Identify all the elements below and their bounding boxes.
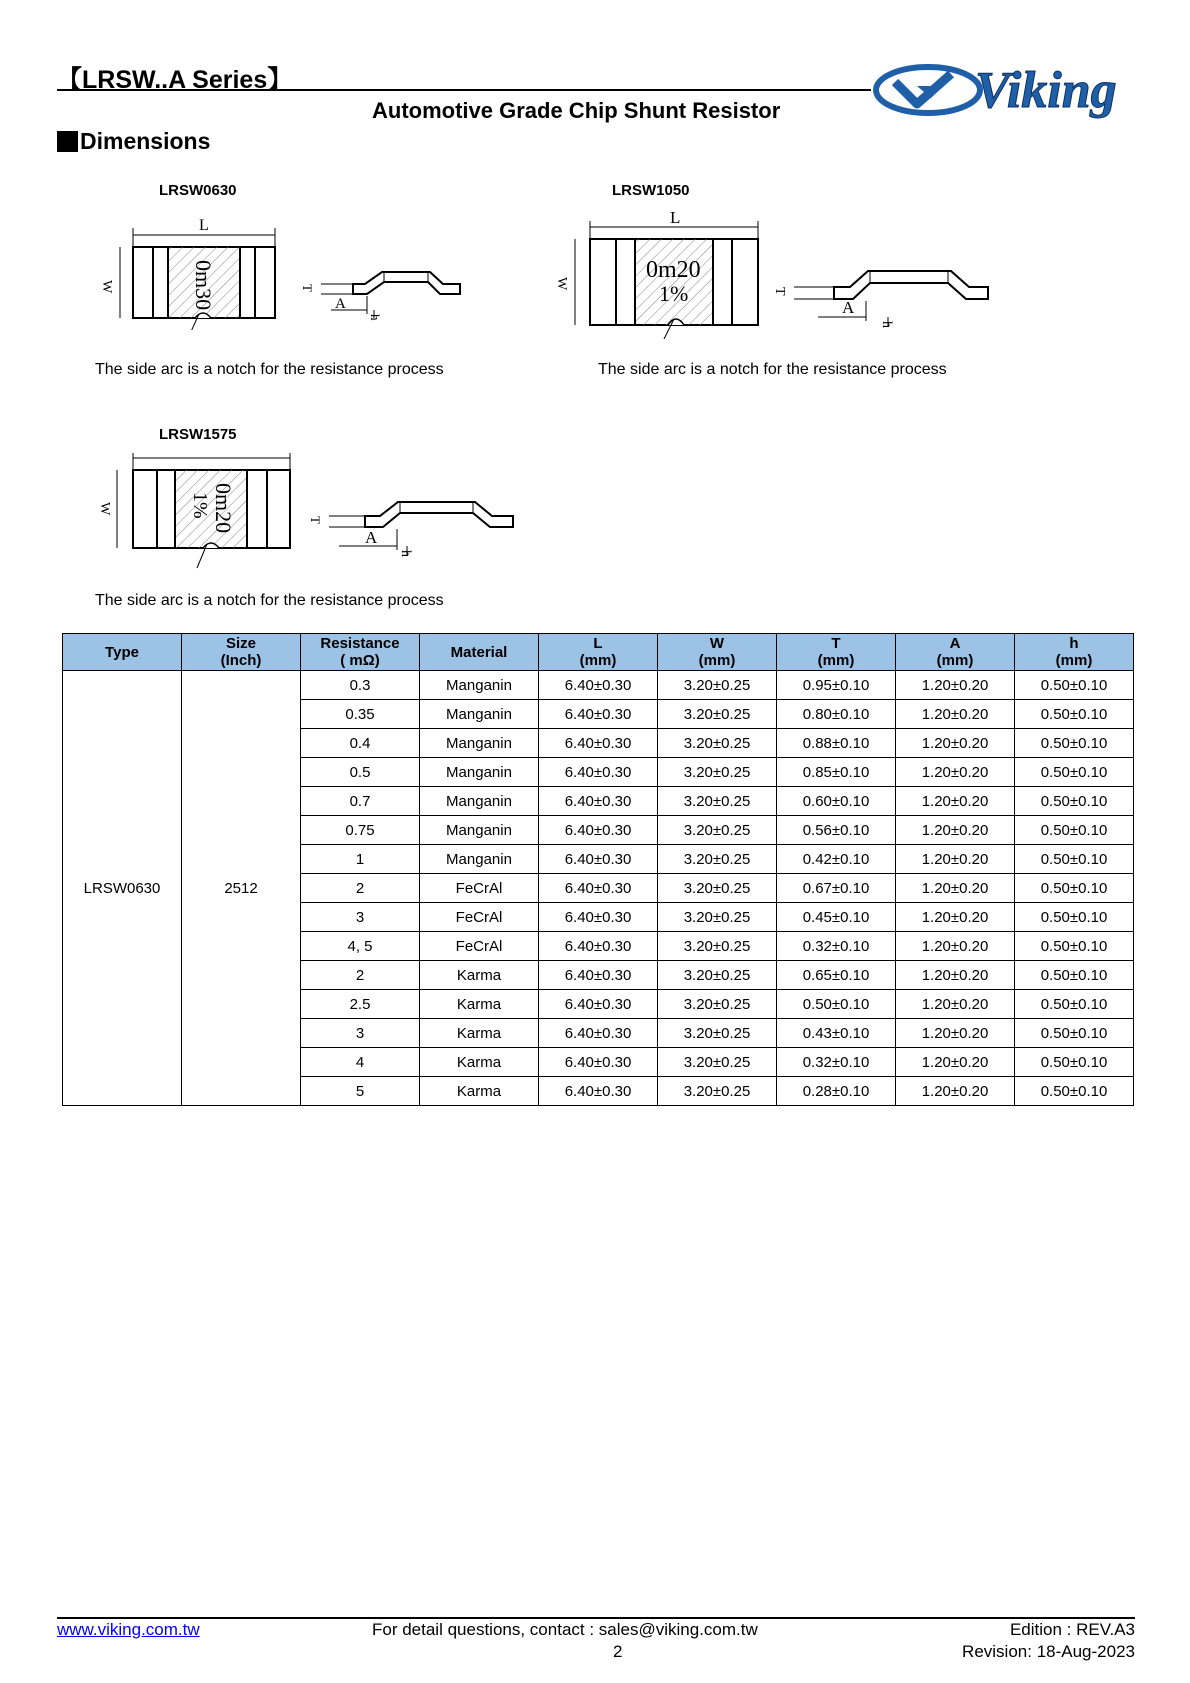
bullet-square-icon (57, 131, 78, 152)
svg-text:W: W (99, 280, 114, 294)
table-cell: 1.20±0.20 (896, 990, 1015, 1019)
table-cell: Manganin (420, 787, 539, 816)
svg-text:h: h (398, 550, 413, 557)
header-material: Material (420, 634, 539, 671)
table-cell: 1.20±0.20 (896, 816, 1015, 845)
table-cell: 0.80±0.10 (777, 700, 896, 729)
table-cell: 6.40±0.30 (539, 961, 658, 990)
svg-text:A: A (335, 296, 346, 312)
size-cell: 2512 (182, 671, 301, 1106)
svg-text:h: h (879, 321, 894, 328)
table-cell: 2.5 (301, 990, 420, 1019)
table-cell: 3.20±0.25 (658, 671, 777, 700)
table-cell: Karma (420, 1019, 539, 1048)
table-cell: 0.42±0.10 (777, 845, 896, 874)
table-cell: 1.20±0.20 (896, 845, 1015, 874)
svg-text:T: T (308, 516, 323, 524)
viking-logo-wordmark: Viking (975, 62, 1117, 119)
table-cell: 6.40±0.30 (539, 787, 658, 816)
svg-text:1%: 1% (189, 492, 211, 519)
header-a: A (mm) (896, 634, 1015, 671)
table-cell: 0.56±0.10 (777, 816, 896, 845)
table-cell: 1.20±0.20 (896, 787, 1015, 816)
table-cell: 3.20±0.25 (658, 787, 777, 816)
table-cell: 3.20±0.25 (658, 700, 777, 729)
table-cell: 0.43±0.10 (777, 1019, 896, 1048)
table-cell: 0.7 (301, 787, 420, 816)
table-cell: 1.20±0.20 (896, 874, 1015, 903)
table-cell: 0.50±0.10 (1015, 729, 1134, 758)
table-cell: Manganin (420, 700, 539, 729)
table-cell: 6.40±0.30 (539, 816, 658, 845)
table-cell: 1.20±0.20 (896, 1019, 1015, 1048)
table-cell: 6.40±0.30 (539, 700, 658, 729)
table-cell: FeCrAl (420, 874, 539, 903)
table-cell: 6.40±0.30 (539, 1019, 658, 1048)
table-cell: 0.32±0.10 (777, 932, 896, 961)
header-type: Type (63, 634, 182, 671)
table-cell: Manganin (420, 845, 539, 874)
table-cell: 3.20±0.25 (658, 874, 777, 903)
table-cell: 0.50±0.10 (1015, 961, 1134, 990)
table-cell: 0.50±0.10 (1015, 1077, 1134, 1106)
table-cell: 6.40±0.30 (539, 845, 658, 874)
table-cell: 0.50±0.10 (1015, 1048, 1134, 1077)
drawing-lrsw1575 (95, 448, 545, 573)
page-number: 2 (613, 1642, 623, 1661)
table-cell: 3 (301, 903, 420, 932)
table-cell: Karma (420, 961, 539, 990)
table-cell: 0.50±0.10 (1015, 671, 1134, 700)
table-cell: 0.67±0.10 (777, 874, 896, 903)
table-cell: 0.50±0.10 (1015, 903, 1134, 932)
table-cell: 0.32±0.10 (777, 1048, 896, 1077)
drawing-lrsw0630 (95, 210, 505, 330)
header-w: W (mm) (658, 634, 777, 671)
dimensions-table (62, 633, 1134, 1106)
svg-text:L: L (670, 208, 681, 227)
header-resistance: Resistance ( mΩ) (301, 634, 420, 671)
table-cell: 1.20±0.20 (896, 758, 1015, 787)
section-title-text: Dimensions (80, 128, 211, 154)
table-cell: Manganin (420, 671, 539, 700)
table-cell: 1.20±0.20 (896, 671, 1015, 700)
table-cell: 0.75 (301, 816, 420, 845)
table-cell: FeCrAl (420, 932, 539, 961)
table-cell: 6.40±0.30 (539, 874, 658, 903)
table-cell: 1 (301, 845, 420, 874)
table-cell: 1.20±0.20 (896, 932, 1015, 961)
table-cell: 3 (301, 1019, 420, 1048)
package-label-lrsw1575: LRSW1575 (159, 426, 237, 443)
table-body (63, 671, 1134, 1106)
table-cell: 3.20±0.25 (658, 903, 777, 932)
table-cell: 1.20±0.20 (896, 903, 1015, 932)
footer-rule (57, 1617, 1135, 1619)
svg-text:T: T (772, 287, 787, 296)
table-cell: 0.50±0.10 (1015, 758, 1134, 787)
svg-text:h: h (368, 314, 383, 321)
table-cell: 4, 5 (301, 932, 420, 961)
svg-text:0m20: 0m20 (646, 257, 701, 283)
table-cell: 0.45±0.10 (777, 903, 896, 932)
document-subtitle: Automotive Grade Chip Shunt Resistor (372, 98, 781, 123)
table-cell: Karma (420, 1048, 539, 1077)
table-cell: 0.5 (301, 758, 420, 787)
svg-text:L: L (199, 217, 209, 234)
table-cell: 3.20±0.25 (658, 932, 777, 961)
table-cell: 1.20±0.20 (896, 700, 1015, 729)
table-cell: 6.40±0.30 (539, 758, 658, 787)
table-cell: 1.20±0.20 (896, 961, 1015, 990)
svg-text:W: W (554, 277, 569, 291)
svg-text:T: T (300, 284, 315, 292)
table-cell: 0.50±0.10 (1015, 700, 1134, 729)
header-t: T (mm) (777, 634, 896, 671)
table-cell: 3.20±0.25 (658, 816, 777, 845)
viking-logo-emblem-icon (876, 67, 980, 113)
table-cell: 0.50±0.10 (1015, 874, 1134, 903)
table-cell: 0.35 (301, 700, 420, 729)
table-cell: Manganin (420, 729, 539, 758)
package-caption-lrsw0630: The side arc is a notch for the resistance process (95, 361, 444, 378)
table-cell: 3.20±0.25 (658, 1048, 777, 1077)
table-cell: 0.65±0.10 (777, 961, 896, 990)
section-title (57, 128, 210, 155)
svg-text:0m20: 0m20 (211, 483, 236, 534)
table-cell: 0.50±0.10 (1015, 787, 1134, 816)
table-cell: 3.20±0.25 (658, 729, 777, 758)
series-title: 【LRSW..A Series】 (57, 66, 293, 94)
table-cell: 0.4 (301, 729, 420, 758)
table-cell: FeCrAl (420, 903, 539, 932)
table-cell: 0.50±0.10 (1015, 1019, 1134, 1048)
website-link[interactable]: www.viking.com.tw (57, 1620, 200, 1639)
table-cell: 0.95±0.10 (777, 671, 896, 700)
table-cell: 3.20±0.25 (658, 758, 777, 787)
table-cell: 0.50±0.10 (1015, 932, 1134, 961)
edition-text: Edition : REV.A3 (1009, 1620, 1135, 1639)
svg-text:A: A (365, 528, 378, 547)
table-cell: 0.3 (301, 671, 420, 700)
table-cell: 0.28±0.10 (777, 1077, 896, 1106)
table-cell: 0.85±0.10 (777, 758, 896, 787)
svg-text:1%: 1% (659, 281, 689, 306)
svg-text:W: W (97, 502, 112, 516)
package-label-lrsw0630: LRSW0630 (159, 182, 237, 199)
header-size: Size (Inch) (182, 634, 301, 671)
table-header-row (63, 634, 1134, 671)
header-rule (57, 89, 871, 91)
table-cell: 1.20±0.20 (896, 1048, 1015, 1077)
table-cell: 4 (301, 1048, 420, 1077)
table-cell: 3.20±0.25 (658, 1077, 777, 1106)
table-cell: 6.40±0.30 (539, 671, 658, 700)
revision-text: Revision: 18-Aug-2023 (962, 1642, 1135, 1661)
table-cell: Manganin (420, 758, 539, 787)
table-cell: 6.40±0.30 (539, 932, 658, 961)
table-cell: 5 (301, 1077, 420, 1106)
drawing-lrsw1050 (548, 205, 1028, 340)
table-cell: 3.20±0.25 (658, 990, 777, 1019)
table-cell: 0.60±0.10 (777, 787, 896, 816)
svg-text:0m30: 0m30 (191, 260, 216, 311)
package-label-lrsw1050: LRSW1050 (612, 182, 690, 199)
table-cell: 6.40±0.30 (539, 990, 658, 1019)
table-cell: 6.40±0.30 (539, 1048, 658, 1077)
table-cell: Karma (420, 990, 539, 1019)
table-row (63, 671, 1134, 700)
header-l: L (mm) (539, 634, 658, 671)
table-cell: 2 (301, 874, 420, 903)
table-cell: 3.20±0.25 (658, 961, 777, 990)
table-cell: 6.40±0.30 (539, 729, 658, 758)
header-h: h (mm) (1015, 634, 1134, 671)
package-caption-lrsw1050: The side arc is a notch for the resistance process (598, 361, 947, 378)
table-cell: 0.88±0.10 (777, 729, 896, 758)
type-cell: LRSW0630 (63, 671, 182, 1106)
svg-text:A: A (842, 298, 855, 317)
table-cell: 0.50±0.10 (1015, 845, 1134, 874)
table-cell: 0.50±0.10 (777, 990, 896, 1019)
contact-text: For detail questions, contact : sales@viking.com.tw (372, 1620, 758, 1639)
table-cell: Karma (420, 1077, 539, 1106)
table-cell: Manganin (420, 816, 539, 845)
table-cell: 3.20±0.25 (658, 845, 777, 874)
package-caption-lrsw1575: The side arc is a notch for the resistance process (95, 592, 444, 609)
table-cell: 0.50±0.10 (1015, 816, 1134, 845)
table-cell: 1.20±0.20 (896, 1077, 1015, 1106)
table-cell: 2 (301, 961, 420, 990)
viking-logo (873, 52, 1143, 124)
table-cell: 6.40±0.30 (539, 903, 658, 932)
table-cell: 1.20±0.20 (896, 729, 1015, 758)
table-cell: 6.40±0.30 (539, 1077, 658, 1106)
table-cell: 3.20±0.25 (658, 1019, 777, 1048)
table-cell: 0.50±0.10 (1015, 990, 1134, 1019)
